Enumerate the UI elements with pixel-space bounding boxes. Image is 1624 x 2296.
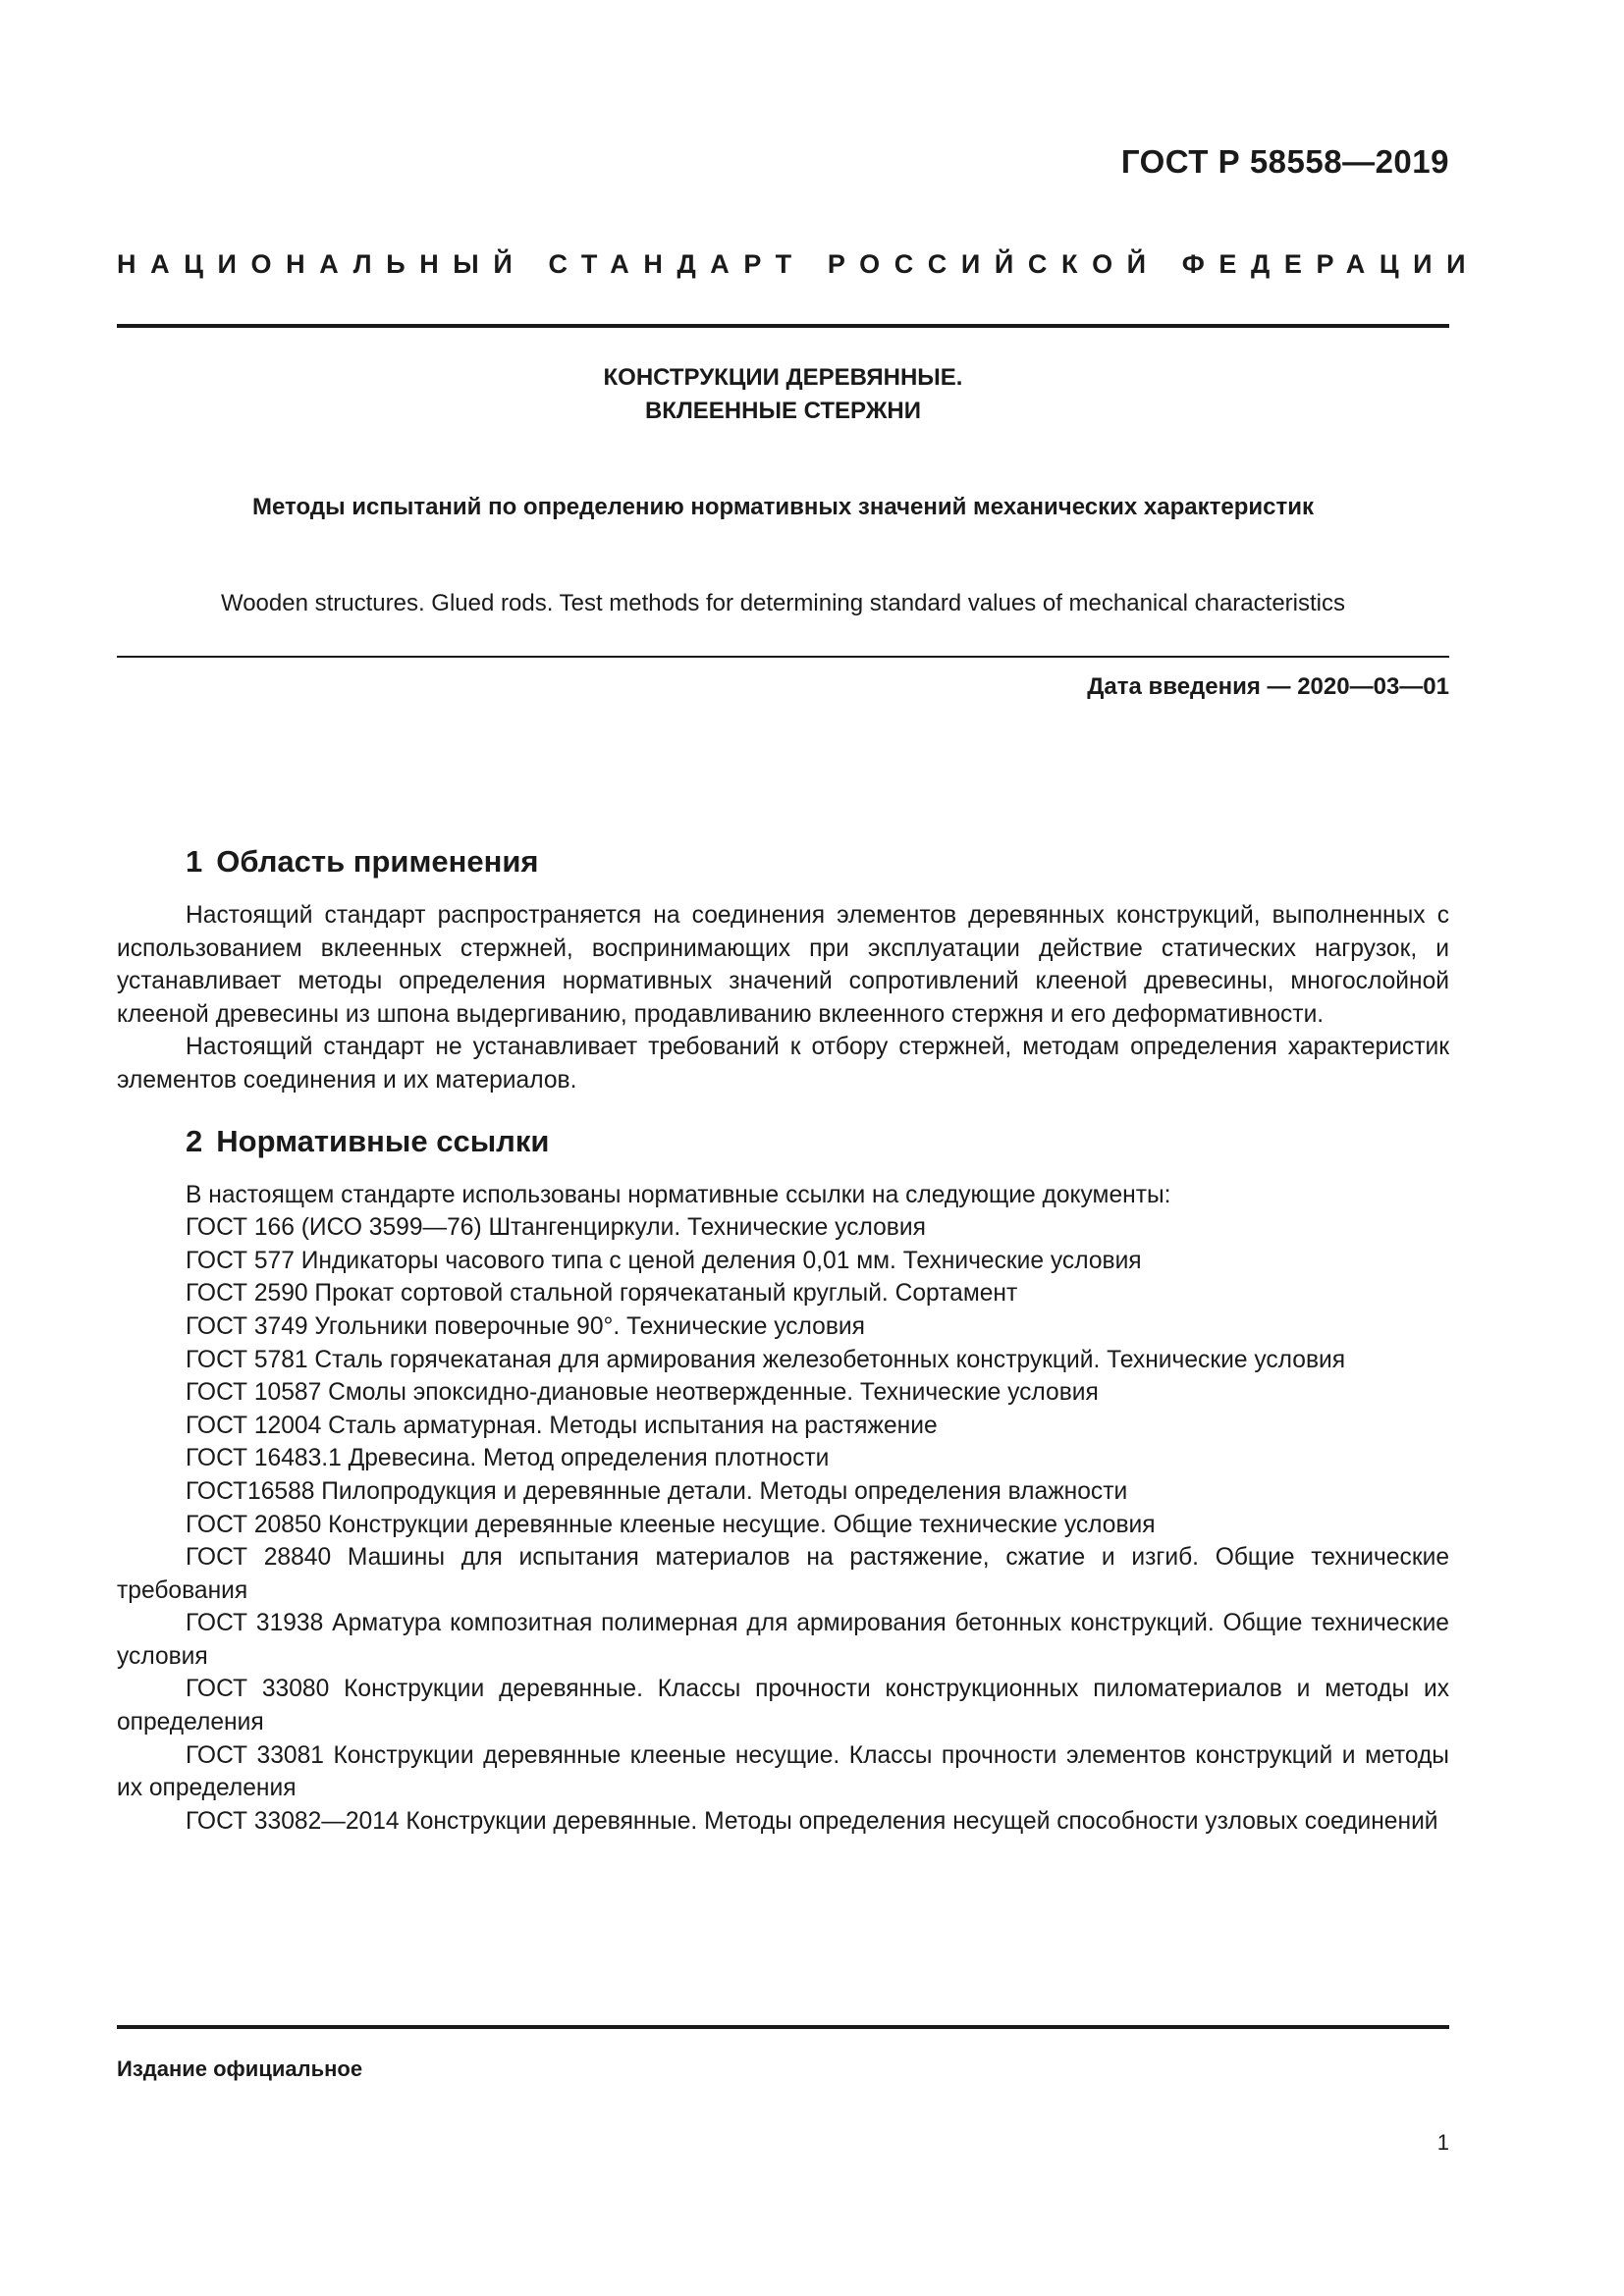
- reference-item: ГОСТ 20850 Конструкции деревянные клееные несущие. Общие технические условия: [186, 1511, 1156, 1538]
- reference-item: ГОСТ 2590 Прокат сортовой стальной горячекатаный круглый. Сортамент: [186, 1280, 1018, 1308]
- paragraph: Настоящий стандарт не устанавливает требований к отбору стержней, методам определения характеристик элементов соединения и их материалов.: [117, 1034, 1449, 1094]
- reference-item: ГОСТ 33081 Конструкции деревянные клееные несущие. Классы прочности элементов конструкций и методы их определения: [117, 1741, 1449, 1802]
- english-title: Wooden structures. Glued rods. Test methods for determining standard values of mechanical characteristics: [220, 590, 1345, 616]
- reference-item: ГОСТ 5781 Сталь горячекатаная для армирования железобетонных конструкций. Технические условия: [186, 1346, 1346, 1373]
- national-standard-banner: НАЦИОНАЛЬНЫЙ СТАНДАРТ РОССИЙСКОЙ ФЕДЕРАЦИИ: [117, 249, 1481, 279]
- section-scope: [117, 844, 1449, 1097]
- reference-item: ГОСТ 28840 Машины для испытания материалов на растяжение, сжатие и изгиб. Общие технические требования: [117, 1544, 1449, 1604]
- document-code: ГОСТ Р 58558—2019: [1120, 143, 1449, 180]
- document-subtitle: Методы испытаний по определению нормативных значений механических характеристик: [252, 494, 1314, 520]
- section-normative-references: [117, 1124, 1449, 1839]
- reference-item: ГОСТ 166 (ИСО 3599—76) Штангенциркули. Технические условия: [186, 1214, 926, 1242]
- document-body: [117, 844, 1449, 1838]
- document-title: [117, 361, 1449, 428]
- reference-item: ГОСТ 577 Индикаторы часового типа с ценой деления 0,01 мм. Технические условия: [186, 1247, 1142, 1274]
- introduction-date: Дата введения — 2020—03—01: [1087, 673, 1449, 700]
- section-heading: [186, 844, 1449, 880]
- official-edition-note: Издание официальное: [117, 2056, 363, 2081]
- reference-item: ГОСТ 12004 Сталь арматурная. Методы испытания на растяжение: [186, 1412, 938, 1439]
- paragraph: Настоящий стандарт распространяется на соединения элементов деревянных конструкций, выполненных с использованием вклеенных стержней, воспринимающих при эксплуатации действие статических нагрузок, и устанавливает методы определения нормативных значений сопротивлений клееной древесины, многослойной клееной древесины из шпона выдергиванию, продавливанию вклеенного стержня и его деформативности.: [117, 902, 1449, 1028]
- reference-item: ГОСТ 33082—2014 Конструкции деревянные. Методы определения несущей способности узловых соединений: [186, 1807, 1438, 1835]
- title-line-2: ВКЛЕЕННЫЕ СТЕРЖНИ: [644, 398, 922, 424]
- section-heading: [186, 1124, 1449, 1159]
- reference-item: ГОСТ 33080 Конструкции деревянные. Классы прочности конструкционных пиломатериалов и методы их определения: [117, 1676, 1449, 1736]
- header-divider: [117, 324, 1449, 328]
- section-number: 2: [186, 1123, 203, 1158]
- title-divider: [117, 656, 1449, 658]
- title-line-1: КОНСТРУКЦИИ ДЕРЕВЯННЫЕ.: [603, 364, 963, 391]
- paragraph: В настоящем стандарте использованы нормативные ссылки на следующие документы:: [186, 1181, 1171, 1208]
- reference-item: ГОСТ16588 Пилопродукция и деревянные детали. Методы определения влажности: [186, 1477, 1128, 1505]
- reference-item: ГОСТ 10587 Смолы эпоксидно-диановые неотвержденные. Технические условия: [186, 1379, 1099, 1407]
- section-number: 1: [186, 844, 203, 879]
- reference-list: [117, 1211, 1449, 1838]
- section-title: Область применения: [216, 844, 539, 879]
- reference-item: ГОСТ 3749 Угольники поверочные 90°. Технические условия: [186, 1312, 865, 1340]
- reference-item: ГОСТ 16483.1 Древесина. Метод определения плотности: [186, 1445, 830, 1472]
- page-number: 1: [1436, 2130, 1449, 2155]
- footer-divider: [117, 2025, 1449, 2029]
- reference-item: ГОСТ 31938 Арматура композитная полимерная для армирования бетонных конструкций. Общие технические условия: [117, 1610, 1449, 1670]
- section-title: Нормативные ссылки: [216, 1123, 550, 1158]
